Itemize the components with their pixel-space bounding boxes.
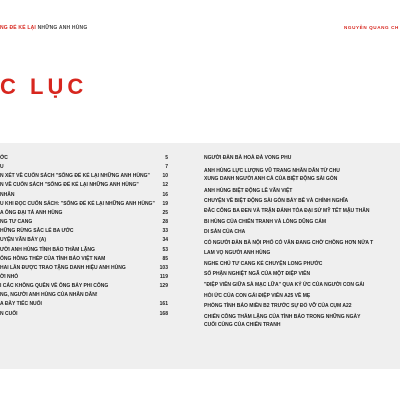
toc-entry-title: A ÔNG ĐẠI TÁ ANH HÙNG [0,210,63,216]
toc-entry [0,218,168,227]
toc-entry-title: ĐẮC CÔNG BA ĐEN VÀ TRẬN ĐÁNH TÒA ĐẠI SỨ MỸ TẾT MẬU THÂN [204,208,370,214]
toc-entry-page: 33 [162,228,168,234]
toc-entry-page: 53 [162,247,168,253]
toc-entry-page: 85 [162,256,168,262]
toc-entry-page: 28 [162,219,168,225]
toc-entry-title: N CUỐI [0,311,18,317]
toc-entry-title: NG, NGƯỜI ANH HÙNG CỦA NHÂN DÂN! [0,292,98,298]
toc-entry-title: ANH HÙNG LỰC LƯỢNG VŨ TRANG NHÂN DÂN TỪ CHU [204,167,340,174]
toc-entry [204,302,400,311]
toc-entry-title: HAI LẦN ĐƯỢC TRAO TẶNG DANH HIỆU ANH HÙNG [0,265,126,271]
toc-entry-title: CÓ NGƯỜI ĐÀN BÀ NỘI PHỐ CÓ VẪN ĐANG CHỜ CHỒNG HƠN NỬA T [204,239,374,246]
toc-entry-title: CHIẾN CÔNG THẦM LẶNG CỦA TÌNH BÁO TRONG NHỮNG NGÀY [204,313,361,320]
toc-entry [204,197,400,206]
toc-entry [0,154,168,163]
toc-entry-page: 25 [162,210,168,216]
toc-entry [204,228,400,237]
toc-entry-title: "ĐIỆP VIÊN GIỮA SÀ MẠC LỮA" QUA KÝ ỨC CỦA NGƯỜI CON GÁI [204,282,365,288]
toc-entry-title: CHUYỆN VỀ BIỆT ĐỘNG SÀI GÒN BẢY BÊ VÀ CHÍNH NGHĨA [204,198,349,204]
toc-entry-title: HỎI ỨC CỦA CON GÁI ĐIỆP VIÊN A25 VỀ MẸ [204,292,311,299]
toc-entry-title: ỜI NHỎ [0,274,19,280]
toc-entry [0,300,168,309]
toc-entry [204,292,400,301]
toc-entry [204,207,400,216]
toc-entry-title: XUNG DANH NGƯỜI ANH CẢ CỦA BIỆT ĐỘNG SÀI GÒN [204,175,338,182]
toc-entry [204,281,400,290]
toc-entry-page: 161 [159,301,168,307]
toc-entry [204,175,400,184]
toc-entry-title: SỐ PHẬN NGHIỆT NGÃ CỦA MỘT ĐIỆP VIÊN [204,271,311,277]
book-title-header [0,25,87,31]
toc-entry [204,249,400,258]
toc-entry-title: HỮNG RỪNG SẮC LẺ BA ƯỚC [0,228,74,234]
toc-entry-page: 103 [159,265,168,271]
toc-entry [204,218,400,227]
toc-entry [204,260,400,269]
toc-entry-title: CUỐI CÙNG CỦA CHIẾN TRANH [204,321,281,328]
toc-entry [0,282,168,291]
toc-entry [0,310,168,319]
toc-entry-page: 10 [162,173,168,179]
toc-entry-title: A ĐẦY TIẾC NUỐI [0,301,42,307]
page-header [0,0,400,44]
toc-entry-title: N XÉT VỀ CUỐN SÁCH "SỐNG ĐỂ KỂ LẠI NHỮNG ANH HÙNG" [0,173,150,179]
toc-entry-title: ANH HÙNG BIỆT ĐỘNG LÊ VĂN VIỆT [204,187,293,194]
toc-entry-page: 168 [159,311,168,317]
toc-entry-title: NGHE CHÚ TƯ CANG KỂ CHUYỆN LONG PHƯỚC [204,260,323,267]
book-title-accent: NG ĐỂ KỂ LẠI [0,25,37,31]
toc-entry [204,321,400,330]
toc-entry-page: 19 [162,201,168,207]
toc-entry-page: 129 [159,283,168,289]
toc-entry-page: 119 [159,274,168,280]
page-title: C LỤC [0,74,88,99]
toc-entry-title: ỚC [0,155,8,161]
toc-entry [0,191,168,200]
toc-entry [0,236,168,245]
toc-entry-title: LAM VỌ NGƯỜI ANH HÙNG [204,250,271,256]
toc-entry [0,273,168,282]
toc-entry [0,163,168,172]
toc-entry-page: 34 [162,237,168,243]
toc-entry [0,227,168,236]
toc-entry-title: BI HÙNG CỦA CHIẾN TRANH VÀ LÒNG DŨNG CẢM [204,218,327,225]
toc-entry-title: ỐNG HỒNG THÉP CỦA TÌNH BÁO VIỆT NAM [0,256,106,262]
toc-entry-page: 16 [162,192,168,198]
toc-entry [0,246,168,255]
toc-entry [204,239,400,248]
toc-entry-page: 7 [165,164,168,170]
toc-entry [0,181,168,190]
toc-entry-title: U KHI ĐỌC CUỐN SÁCH: "SỐNG ĐỂ KỂ LẠI NHỮNG ANH HÙNG" [0,201,155,207]
toc-entry [0,291,97,300]
toc-entry-title: I CÁC KHÔNG QUÊN VỀ ÔNG BẢY PHI CÔNG [0,283,109,289]
toc-entry [0,264,168,273]
toc-entry [0,200,168,209]
toc-entry [0,209,168,218]
toc-entry [204,187,400,196]
toc-entry-title: NGƯỜI ĐÀN BÀ HOÀ ĐÀ VONG PHU [204,155,292,161]
toc-entry-title: DI SẢN CỦA CHA [204,229,246,235]
toc-entry-title: PHÒNG TÌNH BÁO MIỀN B2 TRƯỚC SỰ ĐỔ VỠ CỦA CỤM A22 [204,303,352,309]
toc-entry [204,154,400,163]
author-name: NGUYỄN QUANG CH [344,25,399,30]
toc-entry-page: 5 [165,155,168,161]
toc-entry-page: 12 [162,182,168,188]
toc-entry-title: NHÂN [0,192,15,198]
toc-entry-title: UYỆN VĂN BẢY (A) [0,237,47,243]
toc-entry [0,172,168,181]
toc-entry-title: ƯỜI ANH HÙNG TÌNH BÁO THẦM LẶNG [0,247,95,253]
toc-entry [204,270,400,279]
toc-entry-title: NG TƯ CANG [0,219,33,225]
toc-entry [0,255,168,264]
book-title-rest: NHỮNG ANH HÙNG [36,25,88,31]
toc-entry-title: U [0,164,4,170]
toc-entry-title: N VỀ CUỐN SÁCH "SỐNG ĐỂ KỂ LẠI NHỮNG ANH HÙNG" [0,182,139,188]
